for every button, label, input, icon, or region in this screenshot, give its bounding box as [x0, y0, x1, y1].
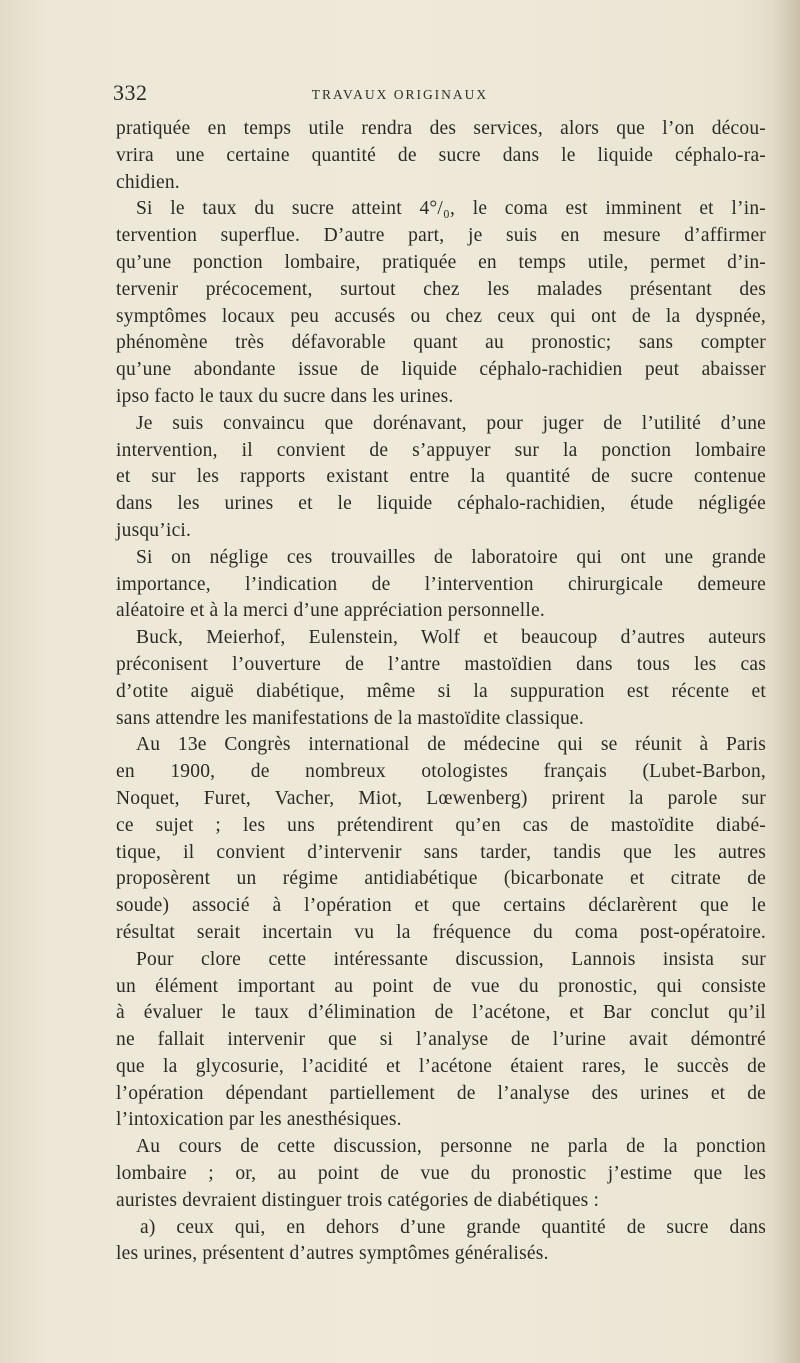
text-line: Au cours de cette discussion, personne ne parla de la ponction: [136, 1136, 766, 1158]
text-line: pratiquée en temps utile rendra des services, alors que l’on décou-: [116, 118, 766, 139]
text-line: d’otite aiguë diabétique, même si la suppuration est récente et: [116, 680, 766, 702]
text-line: que la glycosurie, l’acidité et l’acétone étaient rares, le succès de: [116, 1055, 766, 1077]
text-line: dans les urines et le liquide céphalo-rachidien, étude négligée: [116, 493, 766, 515]
text-line: Je suis convaincu que dorénavant, pour juger de l’utilité d’une: [136, 412, 766, 434]
text-line: préconisent l’ouverture de l’antre mastoïdien dans tous les cas: [116, 653, 766, 675]
text-line: chidien.: [116, 171, 180, 193]
text-line: Au 13e Congrès international de médecine qui se réunit à Paris: [136, 734, 766, 756]
body-text: [116, 116, 766, 1268]
text-line: un élément important au point de vue du pronostic, qui consiste: [116, 975, 766, 997]
text-line: auristes devraient distinguer trois catégories de diabétiques :: [116, 1189, 600, 1211]
text-line: l’intoxication par les anesthésiques.: [116, 1109, 402, 1131]
text-line: les urines, présentent d’autres symptômes généralisés.: [116, 1243, 549, 1265]
text-line: jusqu’ici.: [116, 519, 192, 541]
text-line: Buck, Meierhof, Eulenstein, Wolf et beaucoup d’autres auteurs: [136, 627, 766, 649]
text-line: en 1900, de nombreux otologistes français (Lubet-Barbon,: [116, 761, 766, 783]
text-line: ipso facto le taux du sucre dans les urines.: [116, 385, 454, 407]
text-line: tervenir précocement, surtout chez les malades présentant des: [116, 278, 766, 300]
text-line: résultat serait incertain vu la fréquence du coma post-opératoire.: [116, 921, 766, 943]
text-line: sans attendre les manifestations de la mastoïdite classique.: [116, 707, 584, 729]
text-line: a) ceux qui, en dehors d’une grande quantité de sucre dans: [140, 1216, 766, 1238]
text-line: soude) associé à l’opération et que certains déclarèrent que le: [116, 895, 766, 917]
text-line: importance, l’indication de l’intervention chirurgicale demeure: [116, 573, 766, 595]
text-line: Si le taux du sucre atteint 4°/₀, le coma est imminent et l’in-: [136, 198, 766, 220]
text-line: ce sujet ; les uns prétendirent qu’en cas de mastoïdite diabé-: [116, 814, 766, 836]
text-line: ne fallait intervenir que si l’analyse de l’urine avait démontré: [116, 1029, 766, 1051]
text-line: Si on néglige ces trouvailles de laboratoire qui ont une grande: [136, 546, 766, 568]
text-line: et sur les rapports existant entre la quantité de sucre contenue: [116, 466, 766, 488]
text-line: tervention superflue. D’autre part, je suis en mesure d’affirmer: [116, 225, 766, 247]
text-line: intervention, il convient de s’appuyer sur la ponction lombaire: [116, 439, 766, 461]
text-line: qu’une abondante issue de liquide céphalo-rachidien peut abaisser: [116, 359, 766, 381]
page-edge-shadow: [772, 0, 800, 1363]
text-line: lombaire ; or, au point de vue du pronostic j’estime que les: [116, 1163, 766, 1185]
text-line: phénomène très défavorable quant au pronostic; sans compter: [116, 332, 766, 354]
text-line: Pour clore cette intéressante discussion, Lannois insista sur: [136, 948, 766, 970]
running-title: TRAVAUX ORIGINAUX: [311, 87, 489, 102]
text-line: vrira une certaine quantité de sucre dans le liquide céphalo-ra-: [116, 144, 766, 166]
text-line: qu’une ponction lombaire, pratiquée en temps utile, permet d’in-: [116, 251, 766, 273]
text-line: tique, il convient d’intervenir sans tarder, tandis que les autres: [116, 841, 766, 863]
text-line: l’opération dépendant partiellement de l’analyse des urines et de: [116, 1082, 766, 1104]
text-line: Noquet, Furet, Vacher, Miot, Lœwenberg) prirent la parole sur: [116, 787, 766, 809]
text-line: à évaluer le taux d’élimination de l’acétone, et Bar conclut qu’il: [116, 1002, 766, 1024]
page-number: 332: [113, 80, 148, 105]
text-line: aléatoire et à la merci d’une appréciation personnelle.: [116, 600, 545, 622]
text-line: symptômes locaux peu accusés ou chez ceux qui ont de la dyspnée,: [116, 305, 766, 327]
text-line: proposèrent un régime antidiabétique (bicarbonate et citrate de: [116, 868, 766, 890]
